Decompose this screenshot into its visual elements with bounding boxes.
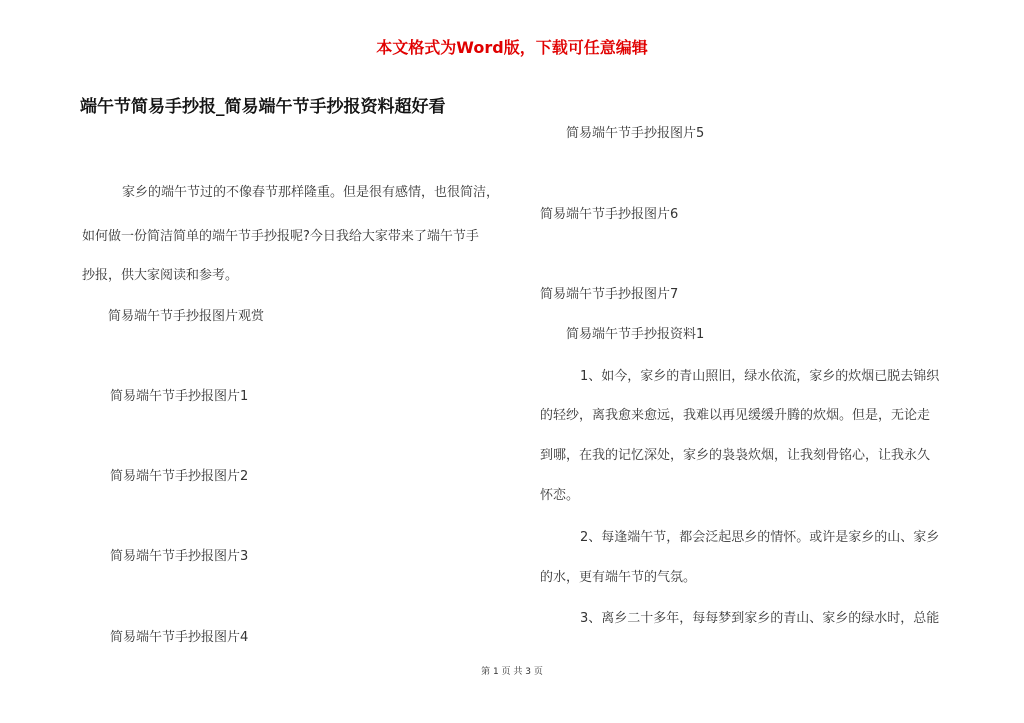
materials-heading: 简易端午节手抄报资料1 xyxy=(566,327,705,342)
image-caption: 简易端午节手抄报图片6 xyxy=(540,207,679,222)
paragraph-line: 怀恋。 xyxy=(540,488,580,503)
section-heading: 简易端午节手抄报图片观赏 xyxy=(108,309,265,324)
intro-line: 抄报，供大家阅读和参考。 xyxy=(82,268,239,283)
image-caption: 简易端午节手抄报图片2 xyxy=(110,469,249,484)
page-number: 第 1 页 共 3 页 xyxy=(481,667,543,677)
image-caption: 简易端午节手抄报图片3 xyxy=(110,549,249,564)
editable-banner: 本文格式为Word版，下载可任意编辑 xyxy=(376,38,648,57)
paragraph-line: 2、每逢端午节，都会泛起思乡的情怀。或许是家乡的山、家乡 xyxy=(580,530,940,545)
paragraph-line: 的轻纱，离我愈来愈远，我难以再见缓缓升腾的炊烟。但是，无论走 xyxy=(540,408,931,423)
image-caption: 简易端午节手抄报图片1 xyxy=(110,389,249,404)
intro-line: 家乡的端午节过的不像春节那样隆重。但是很有感情，也很简洁， xyxy=(122,185,500,200)
intro-line: 如何做一份简洁简单的端午节手抄报呢?今日我给大家带来了端午节手 xyxy=(82,229,479,244)
image-caption: 简易端午节手抄报图片7 xyxy=(540,287,679,302)
paragraph-line: 的水，更有端午节的气氛。 xyxy=(540,570,697,585)
paragraph-line: 到哪，在我的记忆深处，家乡的袅袅炊烟，让我刻骨铭心，让我永久 xyxy=(540,448,931,463)
image-caption: 简易端午节手抄报图片4 xyxy=(110,630,249,645)
paragraph-line: 3、离乡二十多年，每每梦到家乡的青山、家乡的绿水时，总能 xyxy=(580,611,940,626)
document-title: 端午节简易手抄报_简易端午节手抄报资料超好看 xyxy=(80,97,446,117)
image-caption: 简易端午节手抄报图片5 xyxy=(566,126,705,141)
paragraph-line: 1、如今，家乡的青山照旧，绿水依流，家乡的炊烟已脱去锦织 xyxy=(580,369,940,384)
